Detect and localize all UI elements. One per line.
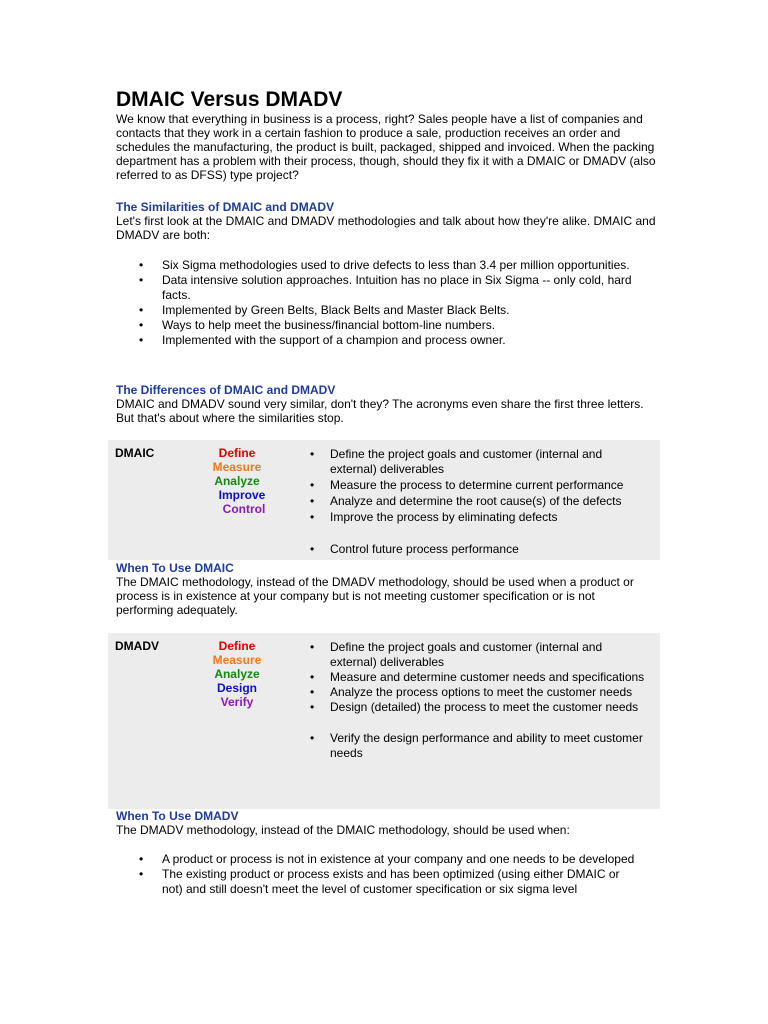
list-item: • Measure the process to determine current performance (306, 478, 651, 493)
intro-paragraph: We know that everything in business is a process, right? Sales people have a list of companies and contacts that they work in a certain fashion to produce a sale, production receives an order and schedules the manufacturing, the product is built, packaged, shipped and invoiced. When the packing department has a problem with their process, though, should they fix it with a DMAIC or DMADV (also referred to as DFSS) type project? (116, 112, 656, 182)
list-item: • Data intensive solution approaches. Intuition has no place in Six Sigma -- only cold, hard facts. (116, 273, 636, 303)
step-measure: Measure (212, 460, 262, 474)
list-item: • Improve the process by eliminating defects (306, 510, 651, 525)
step-improve: Improve (218, 488, 266, 502)
step-define: Define (218, 446, 256, 460)
list-item: • Define the project goals and customer (internal and external) deliverables (306, 447, 651, 477)
step-design: Design (216, 681, 257, 695)
when-dmaic-text: The DMAIC methodology, instead of the DMADV methodology, should be used when a product or process is in existence at your company but is not meeting customer specification or is not performing adequately. (116, 575, 634, 617)
step-define: Define (218, 639, 256, 653)
list-item: • Ways to help meet the business/financial bottom-line numbers. (116, 318, 636, 333)
when-dmaic-section (116, 561, 656, 617)
step-analyze: Analyze (214, 667, 260, 681)
list-item: • Analyze and determine the root cause(s) of the defects (306, 494, 651, 509)
list-item: • Analyze the process options to meet the customer needs (306, 685, 651, 700)
list-item: • Define the project goals and customer (internal and external) deliverables (306, 640, 651, 670)
list-item: • Measure and determine customer needs and specifications (306, 670, 651, 685)
similarities-heading: The Similarities of DMAIC and DMADV (116, 200, 335, 214)
list-item: • A product or process is not in existence at your company and one needs to be developed (116, 852, 636, 867)
dmadv-box (108, 633, 660, 809)
list-item: • Verify the design performance and ability to meet customer needs (306, 731, 651, 761)
similarities-section (116, 200, 656, 348)
page-title: DMAIC Versus DMADV (116, 88, 343, 111)
step-measure: Measure (212, 653, 262, 667)
list-item: • Control future process performance (306, 542, 651, 557)
differences-section (116, 383, 656, 425)
list-item: • Implemented by Green Belts, Black Belts and Master Black Belts. (116, 303, 636, 318)
list-item: • Design (detailed) the process to meet the customer needs (306, 700, 651, 715)
dmaic-description-list (306, 447, 651, 557)
dmadv-steps (192, 639, 282, 709)
list-item: • The existing product or process exists and has been optimized (using either DMAIC or not) and still doesn't meet the level of customer specification or six sigma level (116, 867, 636, 897)
dmaic-acronym: DMAIC (115, 446, 155, 460)
step-analyze: Analyze (214, 474, 260, 488)
step-verify: Verify (220, 695, 254, 709)
when-dmadv-section (116, 809, 656, 897)
when-dmadv-text: The DMADV methodology, instead of the DMAIC methodology, should be used when: (116, 823, 570, 837)
dmaic-box (108, 440, 660, 560)
dmadv-acronym: DMADV (115, 639, 159, 653)
when-dmadv-list (116, 852, 636, 897)
similarities-list (116, 258, 636, 348)
when-dmaic-heading: When To Use DMAIC (116, 561, 234, 575)
similarities-text: Let's first look at the DMAIC and DMADV methodologies and talk about how they're alike. DMAIC and DMADV are both: (116, 214, 656, 242)
differences-text: DMAIC and DMADV sound very similar, don't they? The acronyms even share the first three letters. But that's about where the similarities stop. (116, 397, 644, 425)
list-item: • Implemented with the support of a champion and process owner. (116, 333, 636, 348)
dmaic-steps (192, 446, 282, 516)
step-control: Control (222, 502, 266, 516)
when-dmadv-heading: When To Use DMADV (116, 809, 239, 823)
list-item: • Six Sigma methodologies used to drive defects to less than 3.4 per million opportunities. (116, 258, 636, 273)
document-body (116, 88, 656, 182)
dmadv-description-list (306, 640, 651, 761)
differences-heading: The Differences of DMAIC and DMADV (116, 383, 336, 397)
